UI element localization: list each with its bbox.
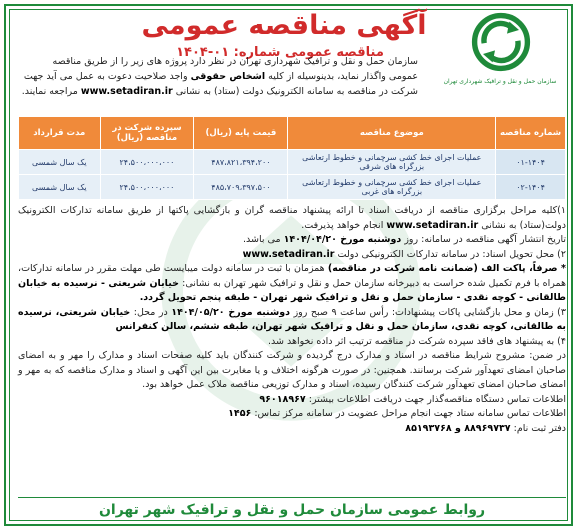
clause-2-text: ۲) محل تحویل اسناد: در سامانه تدارکات الکترونیکی دولت — [334, 248, 566, 260]
clause-3 — [18, 306, 566, 335]
publish-date-value: دوشنبه مورخ ۱۴۰۴/۰۴/۲۰ — [283, 234, 402, 245]
general-conditions: در ضمن: مشروح شرایط مناقصه در اسناد و مدارک درج گردیده و شرکت کنندگان باید کلیه صفحات اسناد و مدارک را مهر و به امضای صاحبان امضای تعهدآور شرکت برسانند. همچنین: در صورت هرگونه اختلاف و یا مغایرت بین این آگهی و اسناد و مدارک مناقصه که به مهر و امضای صاحبان امضای تعهدآور شرکت کنندگان رسیده، اسناد و مدارک توزیعی مناقصه ملاک عمل خواهد بود. — [18, 350, 566, 390]
table-row — [19, 150, 566, 175]
envelope-a-note — [18, 262, 566, 306]
cell-contract-duration: یک سال شمسی — [19, 150, 101, 175]
intro-setad-link[interactable]: www.setadiran.ir — [80, 86, 173, 97]
contact-setad-label: اطلاعات تماس سامانه ستاد جهت انجام مراحل عضویت در سامانه مرکز تماس: — [251, 408, 566, 419]
intro-line-3-prefix: شرکت در مناقصه به سامانه الکترونیک دولت (ستاد) به نشانی — [172, 86, 418, 97]
cell-tender-number: ۰۱-۱۴۰۴ — [496, 150, 566, 175]
opening-date: دوشنبه مورخ ۱۴۰۴/۰۵/۲۰ — [171, 306, 291, 318]
clause-1-text: ۱)کلیه مراحل برگزاری مناقصه از دریافت اسناد تا ارائه پیشنهاد مناقصه گران و بازگشایی پاکتها از طریق سامانه تدارکات الکترونیک دولت(ستاد) به نشانی — [18, 205, 566, 231]
contact-setad-phone: ۱۴۵۶ — [228, 408, 252, 419]
cell-deposit: ۲۴،۵۰۰،۰۰۰،۰۰۰ — [100, 150, 194, 175]
intro-line-2-prefix: عمومی واگذار نماید، بدینوسیله از کلیه — [265, 71, 418, 82]
table-header-row — [19, 117, 566, 150]
registration-office-phones: ۸۸۹۶۹۷۳۷ و ۸۵۱۹۳۷۶۸ — [405, 422, 511, 434]
contact-organizer-phone: ۹۶۰۱۸۹۶۷ — [259, 393, 306, 405]
intro-line-3 — [18, 84, 418, 99]
clause-3-location-label: در محل: — [130, 306, 172, 318]
publish-date-suffix: می باشد. — [243, 234, 284, 245]
organization-logo-icon — [471, 12, 531, 72]
col-tender-subject: موضوع مناقصه — [288, 117, 496, 150]
clause-1 — [18, 204, 566, 233]
col-deposit: سپرده شرکت در مناقصه (ریال) — [100, 117, 194, 150]
cell-tender-subject: عملیات اجرای خط کشی سرچمانی و خطوط ارتعاشی بزرگراه های شرقی — [288, 150, 496, 175]
clause-2 — [18, 248, 566, 263]
intro-line-3-suffix: مراجعه نمایند. — [21, 86, 81, 97]
notice-title — [124, 10, 444, 60]
public-relations-signature: روابط عمومی سازمان حمل و نقل و ترافیک شهر تهران — [18, 497, 566, 518]
intro-line-1: سازمان حمل و نقل و ترافیک شهرداری تهران در نظر دارد پروژه های زیر را از طریق مناقصه — [52, 56, 418, 67]
clause-4: ۴) به پیشنهاد های فاقد سپرده شرکت در مناقصه ترتیب اثر داده نخواهد شد. — [268, 335, 566, 347]
col-tender-number: شماره مناقصه — [496, 117, 566, 150]
tender-notice — [4, 4, 573, 526]
col-base-price: قیمت پایه (ریال) — [194, 117, 288, 150]
contact-organizer — [18, 393, 566, 408]
notice-number: مناقصه عمومی شماره: ۰۱-۱۴۰۴ — [176, 45, 384, 60]
clause-2-setad-link[interactable]: www.setadiran.ir — [242, 248, 335, 260]
registration-office — [18, 422, 566, 437]
clause-1-setad-link[interactable]: www.setadiran.ir — [386, 219, 479, 231]
publish-date-label: تاریخ انتشار آگهی مناقصه در سامانه: روز — [401, 234, 566, 245]
intro-paragraph — [18, 54, 418, 99]
col-contract-duration: مدت قرارداد — [19, 117, 101, 150]
cell-contract-duration: یک سال شمسی — [19, 175, 101, 200]
registration-office-label: دفتر ثبت نام: — [510, 422, 566, 434]
clause-1-suffix: انجام خواهد پذیرفت. — [301, 219, 387, 231]
notice-heading: آگهی مناقصه عمومی — [141, 10, 427, 41]
clause-3-text: ۳) زمان و محل بازگشایی پاکات پیشنهادات: رأس ساعت ۹ صبح روز — [290, 306, 566, 318]
contact-organizer-label: اطلاعات تماس دستگاه مناقصه‌گذار جهت دریافت اطلاعات بیشتر: — [305, 393, 566, 405]
envelope-a-guarantee: (ضمانت نامه شرکت در مناقصه) — [327, 263, 478, 274]
cell-base-price: ۴۸۵،۷۰۹،۳۹۷،۵۰۰ — [194, 175, 288, 200]
cell-base-price: ۴۸۷،۸۲۱،۳۹۴،۲۰۰ — [194, 150, 288, 175]
cell-tender-subject: عملیات اجرای خط کشی سرچمانی و خطوط ارتعاشی بزرگراه های غربی — [288, 175, 496, 200]
envelope-a-label: * صرفاً، پاکت الف — [477, 263, 566, 274]
intro-line-2 — [18, 69, 418, 84]
publish-date — [18, 233, 566, 248]
envelope-a-address: خیابان شریعتی - نرسیده به خیابان طالقانی - کوچه نقدی - سازمان حمل و نقل و ترافیک شهر تهران - طبقه پنجم تحویل گردد. — [18, 277, 566, 303]
intro-legal-entities: اشخاص حقوقی — [190, 71, 266, 82]
cell-tender-number: ۰۲-۱۴۰۴ — [496, 175, 566, 200]
logo-caption: سازمان حمل و نقل و ترافیک شهرداری تهران — [443, 78, 557, 85]
contact-setad — [18, 407, 566, 422]
intro-line-2-suffix: واجد صلاحیت دعوت به عمل می آید جهت — [23, 71, 191, 82]
tender-table — [18, 116, 566, 200]
opening-address: خیابان شریعتی، نرسیده به طالقانی، کوچه نقدی، سازمان حمل و نقل و ترافیک شهر تهران، طبقه ششم، سالن کنفرانس — [18, 306, 566, 332]
cell-deposit: ۲۴،۵۰۰،۰۰۰،۰۰۰ — [100, 175, 194, 200]
envelope-a-text: همزمان با ثبت در سامانه دولت میبایست طی مهلت مقرر در سامانه تدارکات، همراه با فرم تکمیل شده حراست به دبیرخانه سازمان حمل و نقل و ترافیک شهر تهران به نشانی: — [18, 263, 567, 289]
notice-body — [18, 204, 566, 436]
table-row — [19, 175, 566, 200]
